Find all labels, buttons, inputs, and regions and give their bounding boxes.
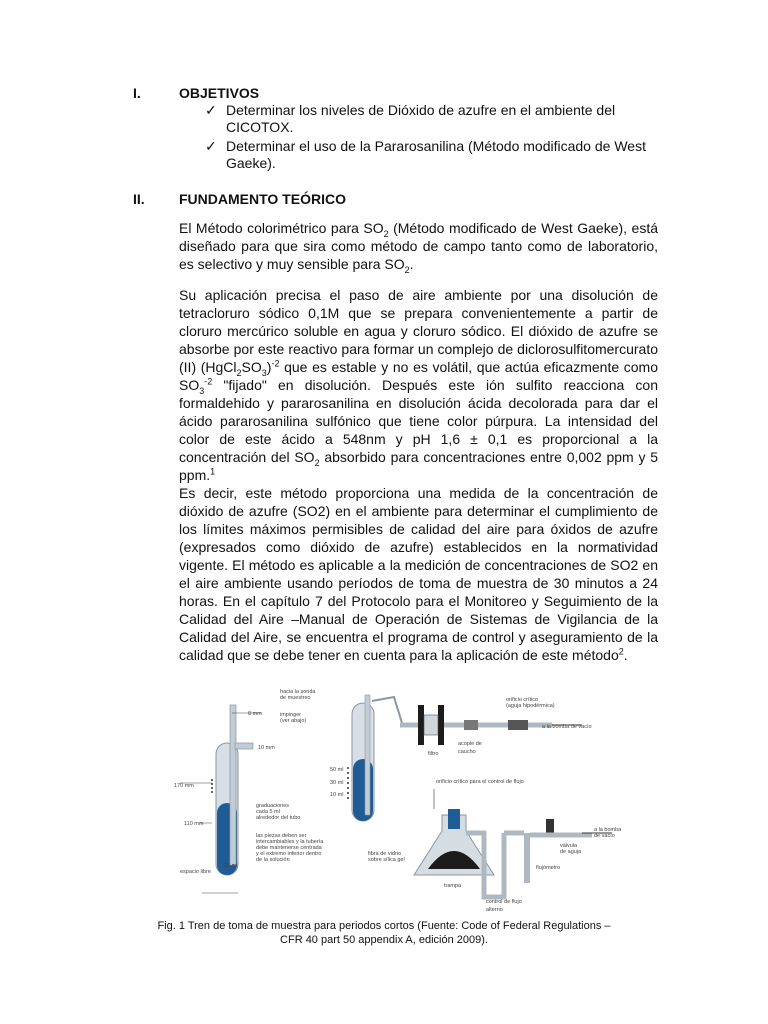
section-title: FUNDAMENTO TEÓRICO [179,191,346,207]
label-control-flujo: control de flujo alterno [486,899,522,913]
section-number: I. [133,85,141,101]
caption-line: Fig. 1 Tren de toma de muestra para periodos cortos (Fuente: Code of Federal Regulations – [157,920,611,932]
label-piezas: las piezas deben ser intercambiables y la tubería debe mantenerse centrada y el extremo inferior dentro de la solución [256,833,324,863]
section-number: II. [133,191,145,207]
label-orificio: orificio crítico (aguja hipodérmica) [506,697,555,709]
label-10ml: 10 ml [330,792,344,798]
label-10mm: 10 mm [258,745,275,751]
label-acople: acople de caucho [458,741,482,755]
label-fibra: fibra de vidrio sobre sílica gel [368,851,405,863]
label-110mm: 110 mm [184,821,204,827]
caption-line: CFR 40 part 50 appendix A, edición 2009). [280,934,488,946]
paragraph-method: Su aplicación precisa el paso de aire ambiente por una disolución de tetracloruro sódico 0,1M que se prepara convenientemente a partir de cloruro mercúrico soluble en agua y cloruro sódico. El dióxido de azufre se absorbe por este reactivo para formar un complejo de diclorosulfitomercurato (II) $(HgCl_2SO_3)^{-2}$ que es estable y no es volátil, que actúa eficazmente como $SO_3^{-2}$ "fijado" en disolución. Después este ión sulfito reacciona con formaldehido y pararosanilina en disolución ácida decolorada para dar el ácido pararosanilina sulfónico que tiene color púrpura. La intensidad del color de este ácido a 548nm y pH 1,6 ± 0,1 es proporcional a la concentración del $SO_2$ absorbido para concentraciones entre 0,002 ppm y 5 ppm.$^1$ Es decir, este método proporciona una medida de la concentración de dióxido de azufre (SO2) en el ambiente para determinar el cumplimiento de los límites máximos permisibles de calidad del aire para óxidos de azufre (expresados como dióxido de azufre) establecidos en la normatividad vigente. El método es aplicable a la medición de concentraciones de SO2 en el aire ambiente usando períodos de toma de muestra de 30 minutos a 24 horas. En el capítulo 7 del Protocolo para el Monitoreo y Seguimiento de la Calidad del Aire –Manual de Operación de Sistemas de Vigilancia de la Calidad del Aire, se encuentra el programa de control y aseguramiento de la calidad que se debe tener en cuenta para la aplicación de este método$^2$. [179,287,658,663]
label-bomba-1: a la bomba de vacío [542,724,592,730]
label-filtro: filtro [428,751,439,757]
label-25ml: 25 ml [224,863,238,869]
label-30ml: 30 ml [330,780,344,786]
objective-text: Determinar el uso de la Pararosanilina (Método modificado de West Gaeke). [226,138,646,171]
label-valvula: válvula de aguja [560,843,582,855]
section-title: OBJETIVOS [179,85,260,101]
impinger-main [348,695,402,821]
label-graduaciones: graduaciones cada 5 ml alrededor del tubo [256,803,301,821]
objective-text: Determinar los niveles de Dióxido de azufre en el ambiente del CICOTOX. [226,102,616,135]
label-bomba-2: a la bomba de vacío [594,827,622,839]
trap-flask [414,789,612,897]
label-trampa: trampa [444,883,462,889]
label-sonda: hacia la sonda de muestreo [280,689,316,701]
label-170mm: 170 mm [174,783,194,789]
label-50ml: 50 ml [330,767,344,773]
label-espacio-libre: espacio libre [180,869,211,875]
checkmark-icon: ✓ [205,102,217,118]
label-orificio-control: orificio crítico para el control de flujo [436,779,524,785]
sampling-train-figure [172,683,658,913]
paragraph-intro: El Método colorimétrico para $SO_2$ (Método modificado de West Gaeke), está diseñado para que sira como método de campo tanto como de laboratorio, es selectivo y muy sensible para $SO_2$. [179,220,658,275]
label-flujometro: flujómetro [536,865,561,871]
figure-caption [130,919,638,947]
label-impinger: impinger (ver abajo) [280,712,307,724]
checkmark-icon: ✓ [205,138,217,154]
impinger-detail [180,705,262,893]
label-8mm: 8 mm [248,711,262,717]
